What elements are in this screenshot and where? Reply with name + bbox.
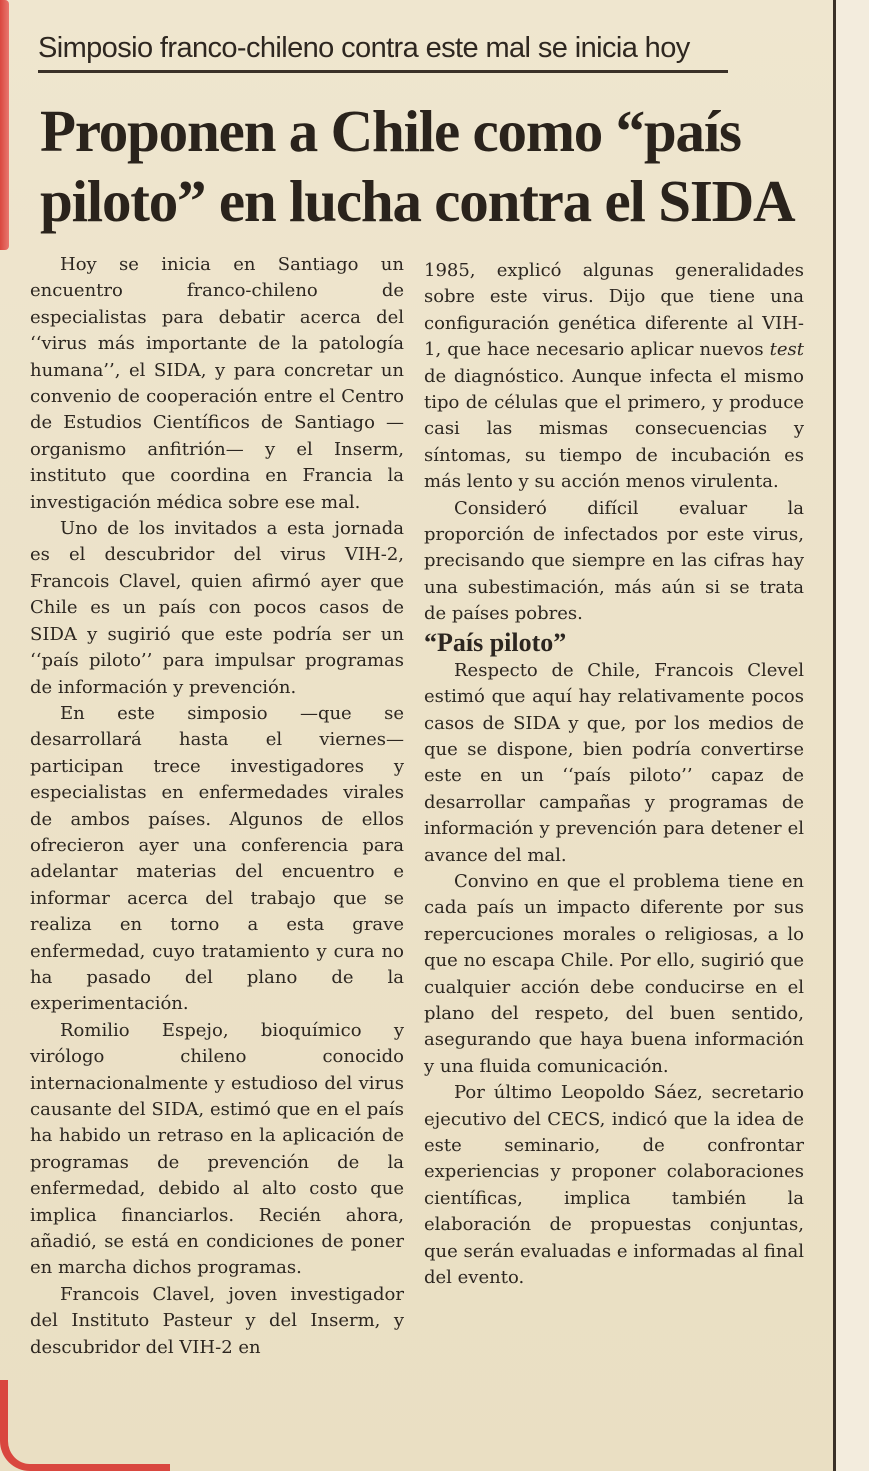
body-paragraph: Por último Leopoldo Sáez, secretario ejecutivo del CECS, indicó que la idea de este seminario, de confrontar experiencias y proponer colaboraciones científicas, implica también la elaboración de propuestas conjuntas, que serán evaluadas e informadas al final del evento.: [424, 1082, 805, 1289]
italic-term: test: [769, 339, 804, 361]
body-text: de diagnóstico. Aunque infecta el mismo tipo de células que el primero, y produce casi las mismas consecuencias y síntomas, su tiempo de incubación es más lento y su acción menos virulenta.: [424, 365, 804, 493]
body-paragraph: Convino en que el problema tiene en cada país un impacto diferente por sus repercuciones morales o religiosas, a lo que no escapa Chile. Por ello, sugirió que cualquier acción debe conducirse en el plano del respeto, del buen sentido, asegurando que haya buena información y una fluida comunicación.: [424, 870, 804, 1077]
body-paragraph: Romilio Espejo, bioquímico y virólogo chileno conocido internacionalmente y estudioso del virus causante del SIDA, estimó que en el país ha habido un retraso en la aplicación de programas de prevención de la enfermedad, debido al alto costo que implica financiarlos. Recién ahora, añadió, se está en condiciones de poner en marcha dichos programas.: [30, 1019, 404, 1279]
red-pen-mark: [0, 0, 9, 250]
body-paragraph-continued: [424, 258, 804, 496]
body-paragraph: Francois Clavel, joven investigador del Instituto Pasteur y del Inserm, y descubridor del VIH-2 en: [30, 1283, 404, 1358]
body-paragraph: Respecto de Chile, Francois Clevel estimó que aquí hay relativamente pocos casos de SIDA y que, por los medios de que se dispone, bien podría convertirse este en un ‘‘país piloto’’ capaz de desarrollar campañas y programas de información y prevención para detener el avance del mal.: [424, 659, 804, 866]
article-kicker: Simposio franco-chileno contra este mal se inicia hoy: [38, 26, 728, 73]
body-paragraph: Hoy se inicia en Santiago un encuentro franco-chileno de especialistas para debatir acerca del ‘‘virus más importante de la patología humana’’, el SIDA, y para concretar un convenio de cooperación entre el Centro de Estudios Científicos de Santiago —organismo anfitrión— y el Inserm, instituto que coordina en Francia la investigación médica sobre ese mal.: [30, 254, 404, 513]
body-paragraph: En este simposio —que se desarrollará hasta el viernes— participan trece investigadores y especialistas en enfermedades virales de ambos países. Algunos de ellos ofrecieron ayer una conferencia para adelantar materias del encuentro e informar acerca del trabajo que se realiza en torno a esta grave enfermedad, cuyo tratamiento y cura no ha pasado del plano de la experimentación.: [30, 702, 404, 1015]
right-column: [424, 258, 804, 1291]
body-text: 1985, explicó algunas generalidades sobre este virus. Dijo que tiene una configuración genética diferente al VIH-1, que hace necesario aplicar nuevos: [424, 260, 804, 361]
paper-margin: [836, 0, 869, 1471]
section-subhead: “País piloto”: [424, 627, 567, 657]
body-paragraph: Consideró difícil evaluar la proporción de infectados por este virus, precisando que siempre en las cifras hay una subestimación, más aún si se trata de países pobres.: [424, 497, 804, 625]
left-column: [30, 252, 404, 1361]
article-headline: Proponen a Chile como “país piloto” en lucha contra el SIDA: [40, 98, 795, 234]
body-paragraph: Uno de los invitados a esta jornada es el descubridor del virus VIH-2, Francois Clavel, quien afirmó ayer que Chile es un país con pocos casos de SIDA y sugirió que este podría ser un ‘‘país piloto’’ para impulsar programas de información y prevención.: [30, 518, 404, 698]
red-pen-mark: [0, 1380, 170, 1471]
